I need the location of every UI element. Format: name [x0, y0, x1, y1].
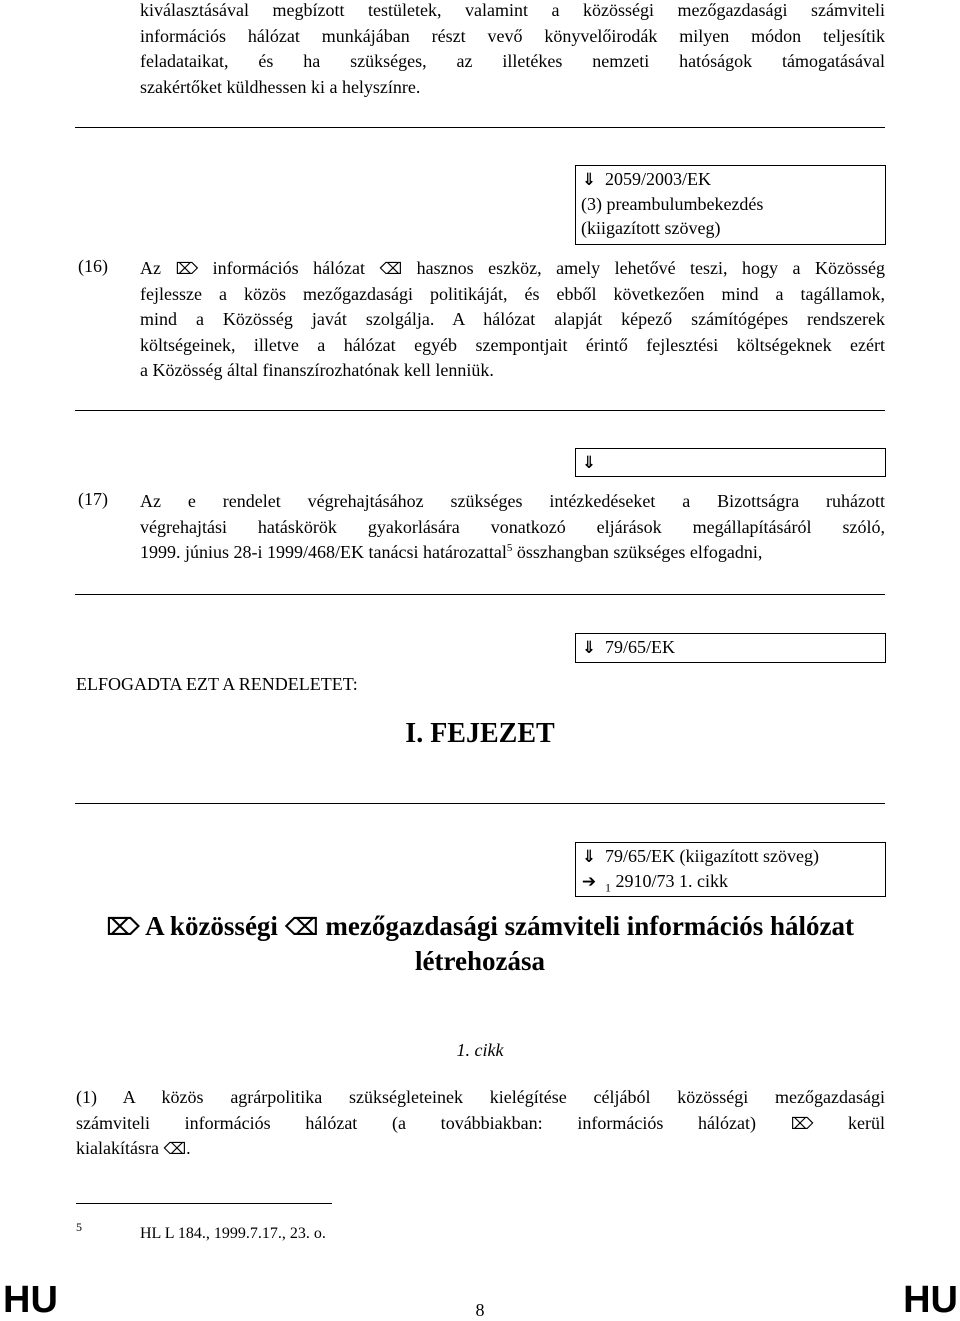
insertion-start-icon: ⌦ — [175, 259, 199, 278]
intro-line-3: feladataikat, és ha szükséges, az illetékes nemzeti hatóságok támogatásával — [140, 51, 885, 71]
separator-rule — [75, 803, 885, 804]
source-reference-box: ⇓ 2059/2003/EK (3) preambulumbekezdés (kiigazított szöveg) — [575, 165, 886, 245]
insertion-end-icon: ⌫ — [379, 259, 403, 278]
intro-paragraph — [140, 0, 885, 100]
adoption-formula: ELFOGADTA EZT A RENDELETET: — [76, 674, 358, 694]
article-1-paragraph-1: (1) A közös agrárpolitika szükségleteinek kielégítése céljából közösségi mezőgazdasági számviteli információs hálózat (a továbbiakban: információs hálózat) ⌦ kerül kialakításra ⌫. — [76, 1087, 885, 1158]
down-arrow-icon: ⇓ — [581, 638, 597, 658]
footnote-text: HL L 184., 1999.7.17., 23. o. — [140, 1225, 326, 1242]
right-arrow-icon: ➔ — [581, 872, 597, 892]
intro-line-1: kiválasztásával megbízott testületek, valamint a közösségi mezőgazdasági számviteli — [140, 0, 885, 20]
insertion-start-icon: ⌦ — [105, 913, 140, 941]
recital-17: Az e rendelet végrehajtásához szükséges intézkedéseket a Bizottságra ruházott végrehajtási hatáskörök gyakorlására vonatkozó eljárások megállapításáról szóló, 1999. június 28-i 1999/468/EK tanácsi határozattal$^5$ összhangban szükséges elfogadni, — [140, 491, 885, 562]
section-heading: ⌦ A közösségi ⌫ mezőgazdasági számviteli információs hálózat létrehozása — [105, 911, 855, 976]
insertion-end-icon: ⌫ — [163, 1139, 187, 1158]
page-number: 8 — [475, 1300, 485, 1320]
source-reference-box: ⇓ 79/65/EK — [575, 633, 886, 663]
separator-rule — [75, 410, 885, 411]
footnote-mark: 5 — [76, 1220, 82, 1234]
intro-line-4: szakértőket küldhessen ki a helyszínre. — [140, 76, 421, 97]
language-code-right: HU — [903, 1279, 958, 1321]
recital-16: Az ⌦ információs hálózat ⌫ hasznos eszköz, amely lehetővé teszi, hogy a Közösség fejlessze a közös mezőgazdasági politikáját, és ebből következően mind a tagállamok, mind a Közösség javát szolgálja. A hálózat alapját képező számítógépes rendszerek költségeinek, illetve a hálózat egyéb szempontjait érintő fejlesztési költségeknek ezért a Közösség által finanszírozhatónak kell lenniük. — [140, 258, 885, 380]
chapter-title: I. FEJEZET — [405, 718, 555, 749]
footnote-reference: 5 — [506, 542, 513, 554]
intro-line-2: információs hálózat munkájában részt vevő könyvelőirodák milyen módon teljesítik — [140, 25, 885, 46]
down-arrow-icon: ⇓ — [581, 170, 597, 190]
source-reference-box: ⇓ 79/65/EK (kiigazított szöveg) ➔ $_1$ 2910/73 1. cikk — [575, 842, 886, 897]
separator-rule — [75, 594, 885, 595]
paragraph-number: (16) — [78, 256, 108, 276]
source-reference-box — [575, 448, 886, 477]
language-code-left: HU — [3, 1279, 58, 1321]
down-arrow-icon: ⇓ — [581, 847, 597, 867]
footnote-rule — [76, 1203, 332, 1204]
separator-rule — [75, 127, 885, 128]
paragraph-number: (17) — [78, 489, 108, 509]
insertion-start-icon: ⌦ — [790, 1113, 814, 1133]
insertion-end-icon: ⌫ — [284, 913, 319, 941]
down-arrow-icon: ⇓ — [581, 453, 597, 473]
article-title: 1. cikk — [456, 1040, 504, 1060]
